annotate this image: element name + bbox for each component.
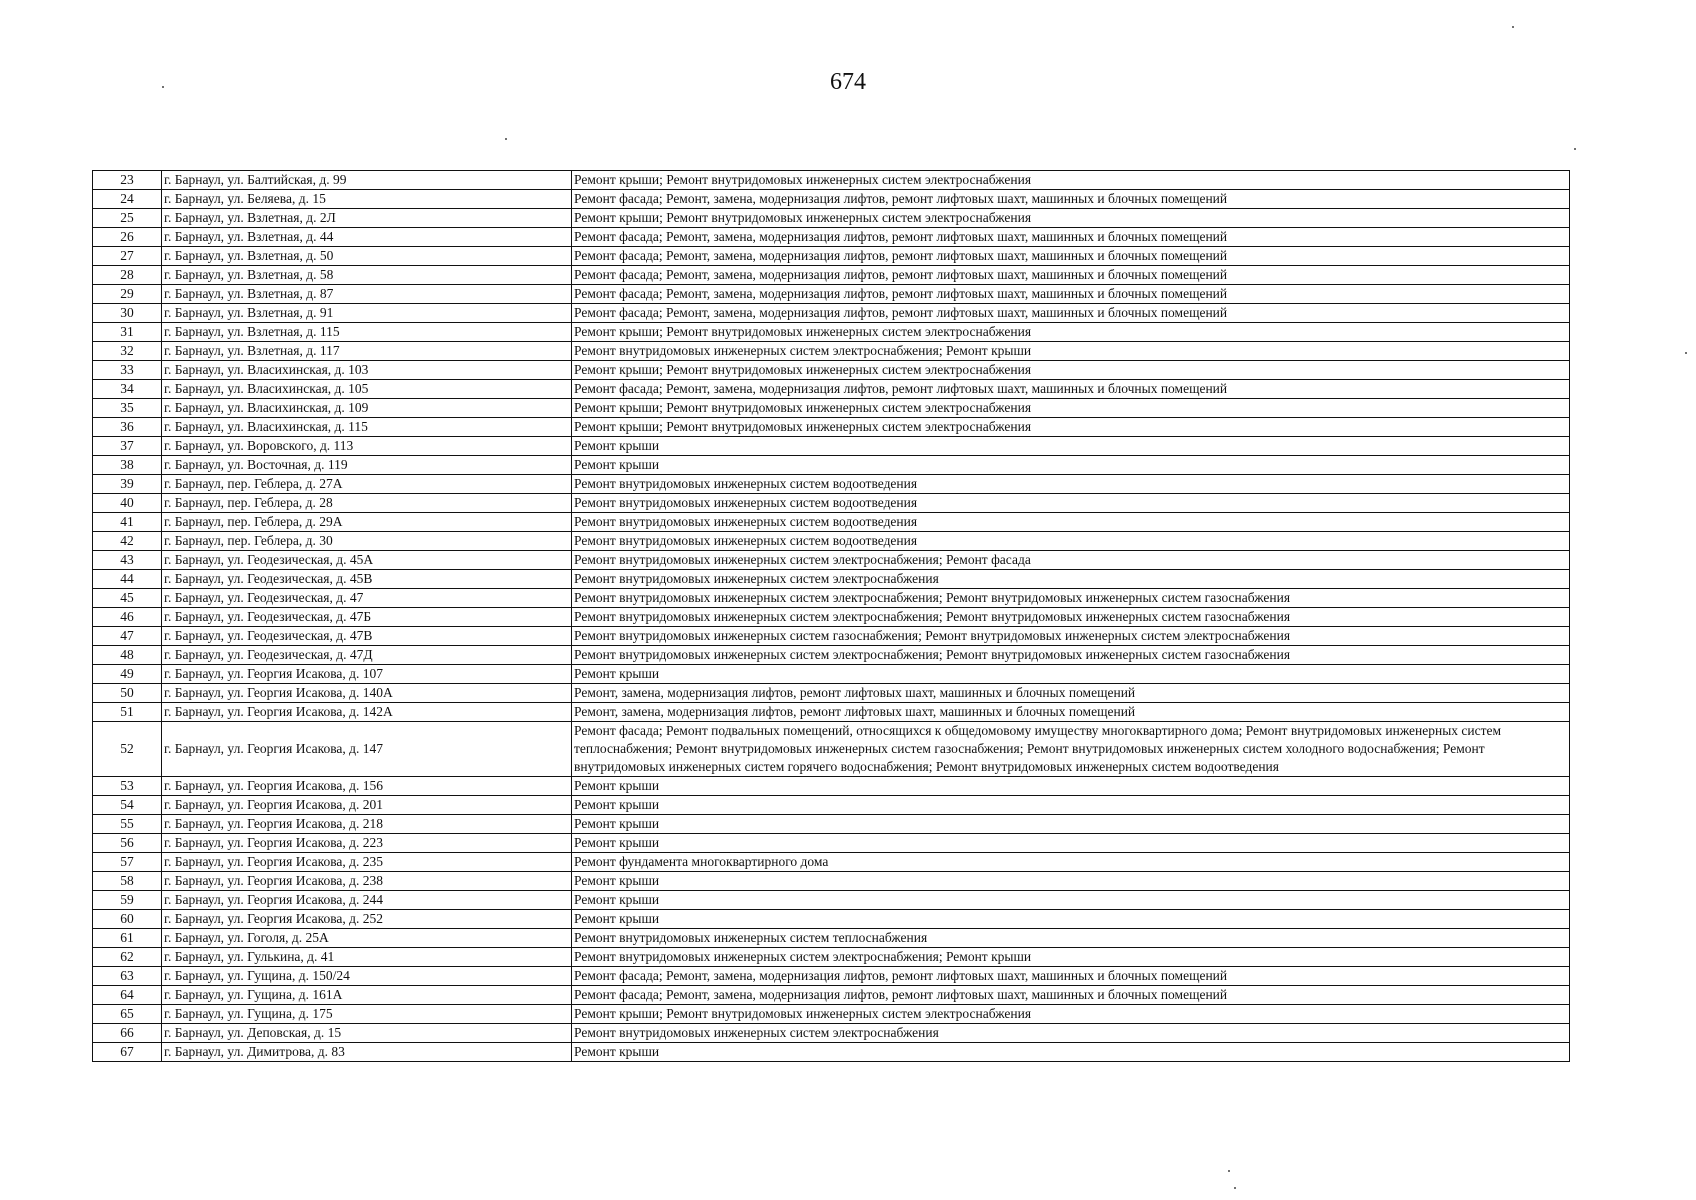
row-number: 34 (93, 380, 162, 399)
row-works: Ремонт внутридомовых инженерных систем водоотведения (572, 494, 1570, 513)
scan-speck (1228, 1170, 1230, 1172)
row-number: 63 (93, 967, 162, 986)
row-address: г. Барнаул, ул. Взлетная, д. 58 (162, 266, 572, 285)
row-number: 33 (93, 361, 162, 380)
table-row (93, 285, 1570, 304)
table-row (93, 872, 1570, 891)
scan-speck (1234, 1187, 1236, 1189)
row-works: Ремонт внутридомовых инженерных систем электроснабжения; Ремонт внутридомовых инженерных систем газоснабжения (572, 646, 1570, 665)
row-number: 54 (93, 796, 162, 815)
row-address: г. Барнаул, ул. Георгия Исакова, д. 140А (162, 684, 572, 703)
row-number: 42 (93, 532, 162, 551)
row-address: г. Барнаул, ул. Геодезическая, д. 45В (162, 570, 572, 589)
row-address: г. Барнаул, ул. Беляева, д. 15 (162, 190, 572, 209)
row-address: г. Барнаул, ул. Деповская, д. 15 (162, 1024, 572, 1043)
row-number: 52 (93, 722, 162, 777)
row-number: 37 (93, 437, 162, 456)
row-address: г. Барнаул, ул. Взлетная, д. 50 (162, 247, 572, 266)
row-address: г. Барнаул, пер. Геблера, д. 29А (162, 513, 572, 532)
row-works: Ремонт крыши (572, 437, 1570, 456)
row-address: г. Барнаул, ул. Власихинская, д. 109 (162, 399, 572, 418)
row-number: 61 (93, 929, 162, 948)
table-row (93, 910, 1570, 929)
scan-speck (1512, 26, 1514, 28)
table-row (93, 551, 1570, 570)
row-address: г. Барнаул, ул. Взлетная, д. 87 (162, 285, 572, 304)
row-works: Ремонт фасада; Ремонт, замена, модернизация лифтов, ремонт лифтовых шахт, машинных и блочных помещений (572, 266, 1570, 285)
row-number: 58 (93, 872, 162, 891)
row-number: 66 (93, 1024, 162, 1043)
table-row (93, 929, 1570, 948)
row-address: г. Барнаул, ул. Георгия Исакова, д. 201 (162, 796, 572, 815)
table-row (93, 513, 1570, 532)
row-number: 62 (93, 948, 162, 967)
row-number: 39 (93, 475, 162, 494)
row-number: 48 (93, 646, 162, 665)
row-works: Ремонт крыши; Ремонт внутридомовых инженерных систем электроснабжения (572, 171, 1570, 190)
row-address: г. Барнаул, ул. Восточная, д. 119 (162, 456, 572, 475)
row-works: Ремонт крыши; Ремонт внутридомовых инженерных систем электроснабжения (572, 209, 1570, 228)
row-works: Ремонт фасада; Ремонт, замена, модернизация лифтов, ремонт лифтовых шахт, машинных и блочных помещений (572, 304, 1570, 323)
row-address: г. Барнаул, ул. Балтийская, д. 99 (162, 171, 572, 190)
row-number: 38 (93, 456, 162, 475)
row-works: Ремонт крыши (572, 777, 1570, 796)
row-address: г. Барнаул, ул. Власихинская, д. 105 (162, 380, 572, 399)
row-works: Ремонт внутридомовых инженерных систем электроснабжения; Ремонт крыши (572, 342, 1570, 361)
row-works: Ремонт крыши (572, 872, 1570, 891)
row-address: г. Барнаул, ул. Власихинская, д. 103 (162, 361, 572, 380)
row-works: Ремонт внутридомовых инженерных систем водоотведения (572, 532, 1570, 551)
row-address: г. Барнаул, ул. Георгия Исакова, д. 235 (162, 853, 572, 872)
row-number: 46 (93, 608, 162, 627)
row-works: Ремонт внутридомовых инженерных систем газоснабжения; Ремонт внутридомовых инженерных систем электроснабжения (572, 627, 1570, 646)
page-number: 674 (830, 69, 866, 95)
table-row (93, 834, 1570, 853)
table-row (93, 209, 1570, 228)
row-address: г. Барнаул, ул. Власихинская, д. 115 (162, 418, 572, 437)
row-address: г. Барнаул, ул. Гущина, д. 161А (162, 986, 572, 1005)
row-works: Ремонт внутридомовых инженерных систем электроснабжения; Ремонт фасада (572, 551, 1570, 570)
row-address: г. Барнаул, ул. Гоголя, д. 25А (162, 929, 572, 948)
row-address: г. Барнаул, ул. Геодезическая, д. 47В (162, 627, 572, 646)
row-works: Ремонт крыши (572, 834, 1570, 853)
row-works: Ремонт фасада; Ремонт, замена, модернизация лифтов, ремонт лифтовых шахт, машинных и блочных помещений (572, 190, 1570, 209)
row-address: г. Барнаул, ул. Геодезическая, д. 45А (162, 551, 572, 570)
table-row (93, 570, 1570, 589)
row-works: Ремонт внутридомовых инженерных систем теплоснабжения (572, 929, 1570, 948)
repair-works-table (92, 170, 1570, 1062)
row-address: г. Барнаул, ул. Взлетная, д. 117 (162, 342, 572, 361)
row-works: Ремонт крыши (572, 456, 1570, 475)
row-address: г. Барнаул, пер. Геблера, д. 30 (162, 532, 572, 551)
row-works: Ремонт фасада; Ремонт, замена, модернизация лифтов, ремонт лифтовых шахт, машинных и блочных помещений (572, 247, 1570, 266)
table-row (93, 399, 1570, 418)
table-row (93, 247, 1570, 266)
scan-speck (162, 86, 164, 88)
row-works: Ремонт фасада; Ремонт, замена, модернизация лифтов, ремонт лифтовых шахт, машинных и блочных помещений (572, 285, 1570, 304)
row-address: г. Барнаул, ул. Взлетная, д. 91 (162, 304, 572, 323)
table-row (93, 1005, 1570, 1024)
row-address: г. Барнаул, ул. Димитрова, д. 83 (162, 1043, 572, 1062)
row-address: г. Барнаул, ул. Взлетная, д. 115 (162, 323, 572, 342)
row-address: г. Барнаул, пер. Геблера, д. 27А (162, 475, 572, 494)
table-row (93, 796, 1570, 815)
table-row (93, 608, 1570, 627)
row-number: 45 (93, 589, 162, 608)
row-works: Ремонт крыши (572, 665, 1570, 684)
table-row (93, 494, 1570, 513)
table-row (93, 1043, 1570, 1062)
table-row (93, 684, 1570, 703)
row-number: 41 (93, 513, 162, 532)
row-number: 65 (93, 1005, 162, 1024)
row-number: 44 (93, 570, 162, 589)
row-number: 28 (93, 266, 162, 285)
table-row (93, 228, 1570, 247)
table-row (93, 777, 1570, 796)
row-number: 25 (93, 209, 162, 228)
row-works: Ремонт крыши (572, 891, 1570, 910)
row-works: Ремонт фасада; Ремонт, замена, модернизация лифтов, ремонт лифтовых шахт, машинных и блочных помещений (572, 228, 1570, 247)
row-number: 47 (93, 627, 162, 646)
row-number: 57 (93, 853, 162, 872)
row-address: г. Барнаул, ул. Гущина, д. 175 (162, 1005, 572, 1024)
table-row (93, 948, 1570, 967)
row-address: г. Барнаул, ул. Георгия Исакова, д. 107 (162, 665, 572, 684)
row-address: г. Барнаул, ул. Геодезическая, д. 47Б (162, 608, 572, 627)
row-address: г. Барнаул, пер. Геблера, д. 28 (162, 494, 572, 513)
table-row (93, 967, 1570, 986)
row-number: 40 (93, 494, 162, 513)
table-row (93, 266, 1570, 285)
row-address: г. Барнаул, ул. Гущина, д. 150/24 (162, 967, 572, 986)
row-works: Ремонт фасада; Ремонт, замена, модернизация лифтов, ремонт лифтовых шахт, машинных и блочных помещений (572, 986, 1570, 1005)
table-body (93, 171, 1570, 1062)
row-works: Ремонт, замена, модернизация лифтов, ремонт лифтовых шахт, машинных и блочных помещений (572, 684, 1570, 703)
row-works: Ремонт крыши; Ремонт внутридомовых инженерных систем электроснабжения (572, 418, 1570, 437)
row-works: Ремонт фундамента многоквартирного дома (572, 853, 1570, 872)
table-row (93, 646, 1570, 665)
row-number: 23 (93, 171, 162, 190)
row-works: Ремонт крыши; Ремонт внутридомовых инженерных систем электроснабжения (572, 1005, 1570, 1024)
table-row (93, 342, 1570, 361)
table-row (93, 703, 1570, 722)
row-number: 29 (93, 285, 162, 304)
row-number: 36 (93, 418, 162, 437)
row-works: Ремонт внутридомовых инженерных систем электроснабжения; Ремонт крыши (572, 948, 1570, 967)
row-works: Ремонт внутридомовых инженерных систем электроснабжения; Ремонт внутридомовых инженерных систем газоснабжения (572, 589, 1570, 608)
row-address: г. Барнаул, ул. Георгия Исакова, д. 238 (162, 872, 572, 891)
table-row (93, 665, 1570, 684)
scan-speck (505, 138, 507, 140)
row-number: 49 (93, 665, 162, 684)
table-row (93, 190, 1570, 209)
table-row (93, 437, 1570, 456)
row-works: Ремонт внутридомовых инженерных систем электроснабжения (572, 570, 1570, 589)
row-number: 56 (93, 834, 162, 853)
table-row (93, 986, 1570, 1005)
table-row (93, 456, 1570, 475)
table-row (93, 891, 1570, 910)
row-address: г. Барнаул, ул. Георгия Исакова, д. 223 (162, 834, 572, 853)
row-address: г. Барнаул, ул. Взлетная, д. 44 (162, 228, 572, 247)
table-row (93, 418, 1570, 437)
row-number: 53 (93, 777, 162, 796)
table-row (93, 1024, 1570, 1043)
table-row (93, 722, 1570, 777)
row-number: 60 (93, 910, 162, 929)
row-number: 55 (93, 815, 162, 834)
row-address: г. Барнаул, ул. Взлетная, д. 2Л (162, 209, 572, 228)
table-row (93, 323, 1570, 342)
row-works: Ремонт внутридомовых инженерных систем электроснабжения; Ремонт внутридомовых инженерных систем газоснабжения (572, 608, 1570, 627)
row-address: г. Барнаул, ул. Геодезическая, д. 47Д (162, 646, 572, 665)
table-row (93, 853, 1570, 872)
row-number: 26 (93, 228, 162, 247)
row-number: 30 (93, 304, 162, 323)
scan-speck (1574, 148, 1576, 150)
row-number: 31 (93, 323, 162, 342)
row-works: Ремонт крыши (572, 1043, 1570, 1062)
table-row (93, 171, 1570, 190)
row-address: г. Барнаул, ул. Георгия Исакова, д. 252 (162, 910, 572, 929)
row-number: 64 (93, 986, 162, 1005)
row-number: 43 (93, 551, 162, 570)
table-row (93, 815, 1570, 834)
row-works: Ремонт внутридомовых инженерных систем водоотведения (572, 513, 1570, 532)
row-address: г. Барнаул, ул. Геодезическая, д. 47 (162, 589, 572, 608)
table-row (93, 380, 1570, 399)
row-works: Ремонт фасада; Ремонт, замена, модернизация лифтов, ремонт лифтовых шахт, машинных и блочных помещений (572, 967, 1570, 986)
table-row (93, 361, 1570, 380)
row-address: г. Барнаул, ул. Георгия Исакова, д. 244 (162, 891, 572, 910)
row-number: 59 (93, 891, 162, 910)
row-works: Ремонт крыши; Ремонт внутридомовых инженерных систем электроснабжения (572, 323, 1570, 342)
row-works: Ремонт крыши (572, 815, 1570, 834)
row-number: 35 (93, 399, 162, 418)
row-number: 67 (93, 1043, 162, 1062)
row-address: г. Барнаул, ул. Георгия Исакова, д. 142А (162, 703, 572, 722)
scan-speck (1685, 352, 1687, 354)
table-row (93, 627, 1570, 646)
row-address: г. Барнаул, ул. Воровского, д. 113 (162, 437, 572, 456)
table-row (93, 532, 1570, 551)
row-number: 51 (93, 703, 162, 722)
row-number: 27 (93, 247, 162, 266)
row-number: 32 (93, 342, 162, 361)
row-works: Ремонт крыши; Ремонт внутридомовых инженерных систем электроснабжения (572, 399, 1570, 418)
row-works: Ремонт фасада; Ремонт подвальных помещений, относящихся к общедомовому имуществу многоквартирного дома; Ремонт внутридомовых инженерных систем теплоснабжения; Ремонт внутридомовых инженерных систем газоснабжения; Ремонт внутридомовых инженерных систем холодного водоснабжения; Ремонт внутридомовых инженерных систем горячего водоснабжения; Ремонт внутридомовых инженерных систем водоотведения (572, 722, 1570, 777)
row-address: г. Барнаул, ул. Георгия Исакова, д. 156 (162, 777, 572, 796)
row-works: Ремонт внутридомовых инженерных систем водоотведения (572, 475, 1570, 494)
row-works: Ремонт фасада; Ремонт, замена, модернизация лифтов, ремонт лифтовых шахт, машинных и блочных помещений (572, 380, 1570, 399)
row-number: 50 (93, 684, 162, 703)
row-number: 24 (93, 190, 162, 209)
row-works: Ремонт крыши (572, 796, 1570, 815)
row-works: Ремонт, замена, модернизация лифтов, ремонт лифтовых шахт, машинных и блочных помещений (572, 703, 1570, 722)
table-row (93, 475, 1570, 494)
row-address: г. Барнаул, ул. Георгия Исакова, д. 147 (162, 722, 572, 777)
row-address: г. Барнаул, ул. Георгия Исакова, д. 218 (162, 815, 572, 834)
row-works: Ремонт крыши; Ремонт внутридомовых инженерных систем электроснабжения (572, 361, 1570, 380)
table-row (93, 304, 1570, 323)
row-works: Ремонт крыши (572, 910, 1570, 929)
row-address: г. Барнаул, ул. Гулькина, д. 41 (162, 948, 572, 967)
row-works: Ремонт внутридомовых инженерных систем электроснабжения (572, 1024, 1570, 1043)
table-row (93, 589, 1570, 608)
